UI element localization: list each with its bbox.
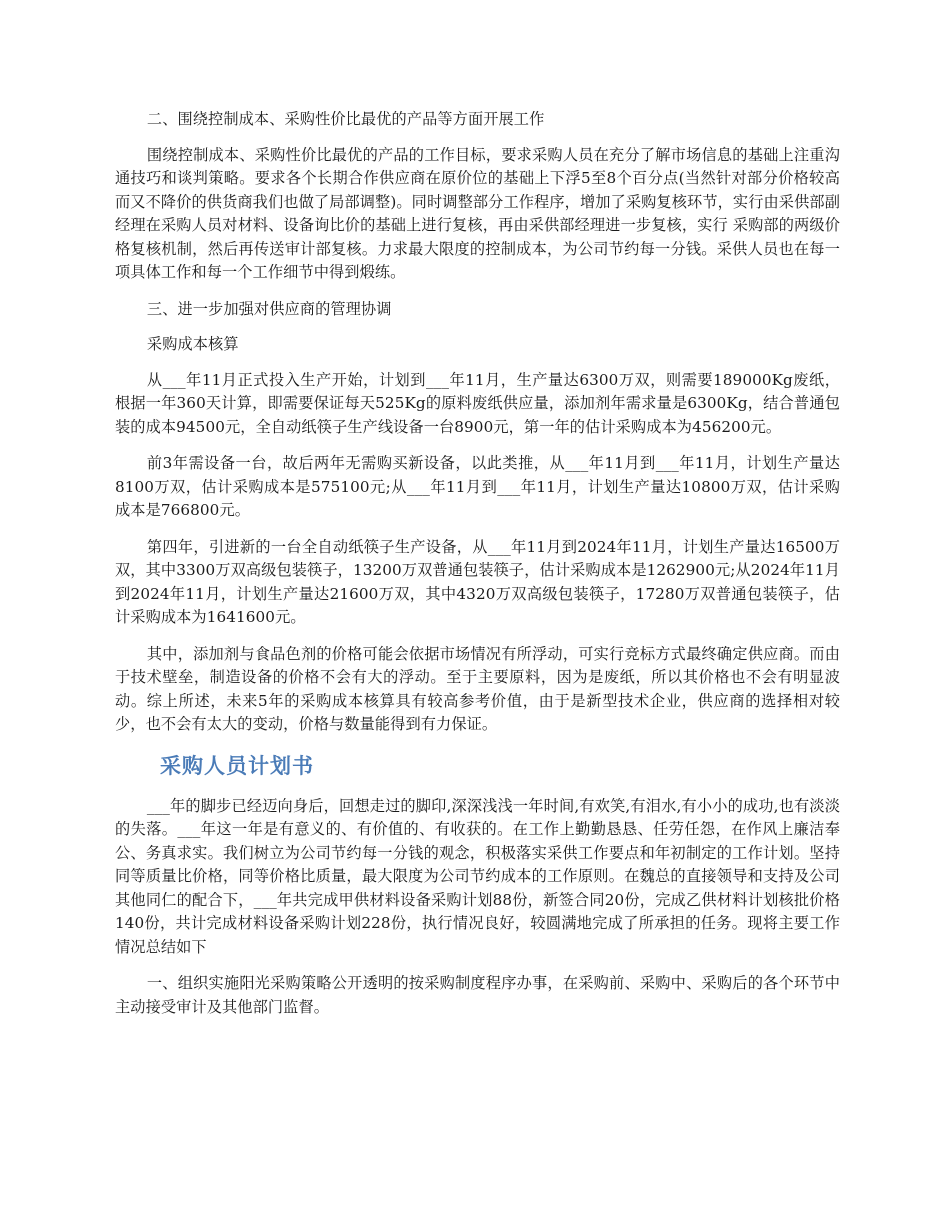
paragraph-introduction: ___年的脚步已经迈向身后，回想走过的脚印,深深浅浅一年时间,有欢笑,有泪水,有小小的成功,也有淡淡的失落。___年这一年是有意义的、有价值的、有收获的。在工作上勤勤恳恳、任劳任怨，在作风上廉洁奉公、务真求实。我们树立为公司节约每一分钱的观念，积极落实采供工作要点和年初制定的工作计划。坚持同等质量比价格，同等价格比质量，最大限度为公司节约成本的工作原则。在魏总的直接领导和支持及公司其他同仁的配合下，___年共完成甲供材料设备采购计划88份，新签合同20份，完成乙供材料计划核批价格140份，共计完成材料设备采购计划228份，执行情况良好，较圆满地完成了所承担的任务。现将主要工作情况总结如下 bbox=[115, 796, 840, 956]
section-heading-2: 二、围绕控制成本、采购性价比最优的产品等方面开展工作 bbox=[146, 110, 545, 128]
paragraph-first-three-years: 前3年需设备一台，故后两年无需购买新设备，以此类推，从___年11月到___年11月，计划生产量达8100万双，估计采购成本是575100元;从___年11月到___年11月，计划生产量达10800万双，估计采购成本是766800元。 bbox=[115, 454, 840, 519]
section-heading-3: 三、进一步加强对供应商的管理协调 bbox=[146, 299, 392, 318]
subheading-cost-accounting: 采购成本核算 bbox=[146, 335, 239, 353]
plan-title: 采购人员计划书 bbox=[160, 753, 314, 778]
paragraph-section-1: 一、组织实施阳光采购策略公开透明的按采购制度程序办事，在采购前、采购中、采购后的各个环节中主动接受审计及其他部门监督。 bbox=[115, 974, 840, 1016]
paragraph-summary: 其中，添加剂与食品色剂的价格可能会依据市场情况有所浮动，可实行竞标方式最终确定供应商。而由于技术壁垒，制造设备的价格不会有大的浮动。至于主要原料，因为是废纸，所以其价格也不会有明显波动。综上所述，未来5年的采购成本核算具有较高参考价值，由于是新型技术企业，供应商的选择相对较少，也不会有太大的变动，价格与数量能得到有力保证。 bbox=[115, 644, 840, 733]
document-page bbox=[115, 108, 840, 1032]
paragraph-first-year: 从___年11月正式投入生产开始，计划到___年11月，生产量达6300万双，则需要189000Kg废纸，根据一年360天计算，即需要保证每天525Kg的原料废纸供应量，添加剂年需求量是6300Kg，结合普通包装的成本94500元，全自动纸筷子生产线设备一台8900元，第一年的估计采购成本为456200元。 bbox=[115, 370, 840, 436]
paragraph-fourth-year: 第四年，引进新的一台全自动纸筷子生产设备，从___年11月到2024年11月，计划生产量达16500万双，其中3300万双高级包装筷子，13200万双普通包装筷子，估计采购成本是1262900元;从2024年11月到2024年11月，计划生产量达21600万双，其中4320万双高级包装筷子，17280万双普通包装筷子，估计采购成本为1641600元。 bbox=[115, 537, 841, 626]
paragraph-cost-control: 围绕控制成本、采购性价比最优的产品的工作目标，要求采购人员在充分了解市场信息的基础上注重沟通技巧和谈判策略。要求各个长期合作供应商在原价位的基础上下浮5至8个百分点(当然针对部分价格较高而又不降价的供货商我们也做了局部调整)。同时调整部分工作程序，增加了采购复核环节，实行由采供部副经理在采购人员对材料、设备询比价的基础上进行复核，再由采供部经理进一步复核，实行 采购部的两级价格复核机制，然后再传送审计部复核。力求最大限度的控制成本，为公司节约每一分钱。采供人员也在每一项具体工作和每一个工作细节中得到煅练。 bbox=[115, 145, 840, 281]
